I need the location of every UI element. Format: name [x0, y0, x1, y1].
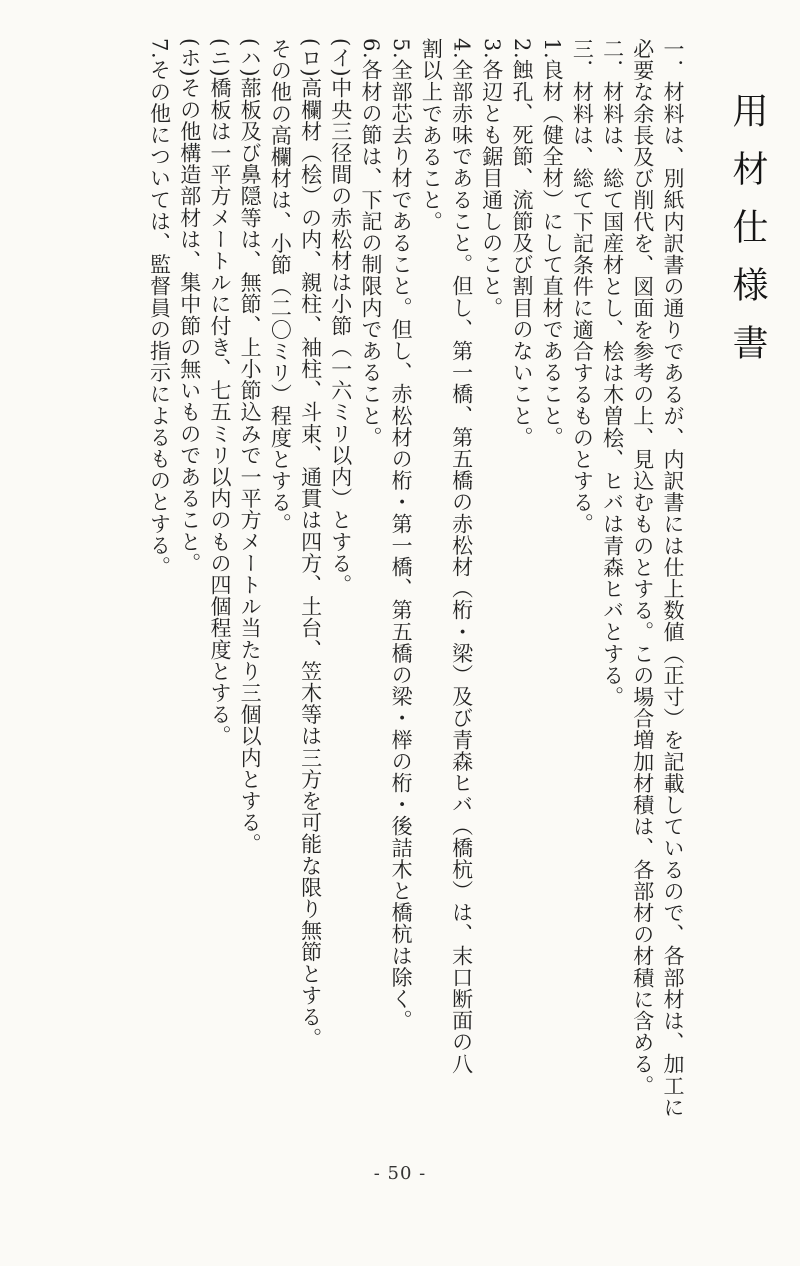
text-line-5: 1.良材（健全材）にして直材であること。	[540, 38, 565, 449]
text-line-8: 4.全部赤味であること。但し、第一橋、第五橋の赤松材（桁・梁）及び青森ヒバ（橋杭）は、末口断面の八	[449, 38, 474, 1075]
text-line-11: 6.各材の節は、下記の制限内であること。	[358, 38, 383, 449]
text-line-7: 3.各辺とも鋸目通しのこと。	[479, 38, 504, 319]
text-line-3: 二．材料は、総て国産材とし、桧は木曽桧、ヒバは青森ヒバとする。	[600, 38, 625, 708]
text-line-2: 必要な余長及び削代を、図面を参考の上、見込むものとする。この場合増加材積は、各部材の材積に含める。	[630, 38, 655, 1097]
text-line-17: (ホ)その他構造部材は、集中節の無いものであること。	[177, 38, 202, 574]
text-line-14: その他の高欄材は、小節（二〇ミリ）程度とする。	[268, 38, 293, 535]
text-line-18: 7.その他については、監督員の指示によるものとする。	[147, 38, 172, 578]
text-line-10: 5.全部芯去り材であること。但し、赤松材の桁・第一橋、第五橋の梁・榉の桁・後詰木と橋杭は除く。	[389, 38, 414, 1032]
document-body	[144, 38, 688, 1158]
text-line-1: 一．材料は、別紙内訳書の通りであるが、内訳書には仕上数値（正寸）を記載しているので、各部材は、加工に	[661, 38, 685, 1118]
page-title: 用材仕様書	[727, 92, 768, 382]
text-line-9: 割以上であること。	[419, 38, 444, 233]
text-line-15: (ハ)蔀板及び鼻隠等は、無節、上小節込みで一平方メートル当たり三個以内とする。	[238, 38, 263, 855]
text-line-6: 2.蝕孔、死節、流節及び割目のないこと。	[509, 38, 534, 449]
text-line-16: (ニ)橋板は一平方メートルに付き、七五ミリ以内のもの四個程度とする。	[207, 38, 232, 747]
text-line-12: (イ)中央三径間の赤松材は小節（一六ミリ以内）とする。	[328, 38, 353, 596]
text-line-4: 三．材料は、総て下記条件に適合するものとする。	[570, 38, 595, 535]
text-line-13: (ロ)高欄材（桧）の内、親柱、袖柱、斗束、通貫は四方、土台、笠木等は三方を可能な限り無節とする。	[298, 38, 323, 1050]
page-number: - 50 -	[373, 1163, 427, 1184]
